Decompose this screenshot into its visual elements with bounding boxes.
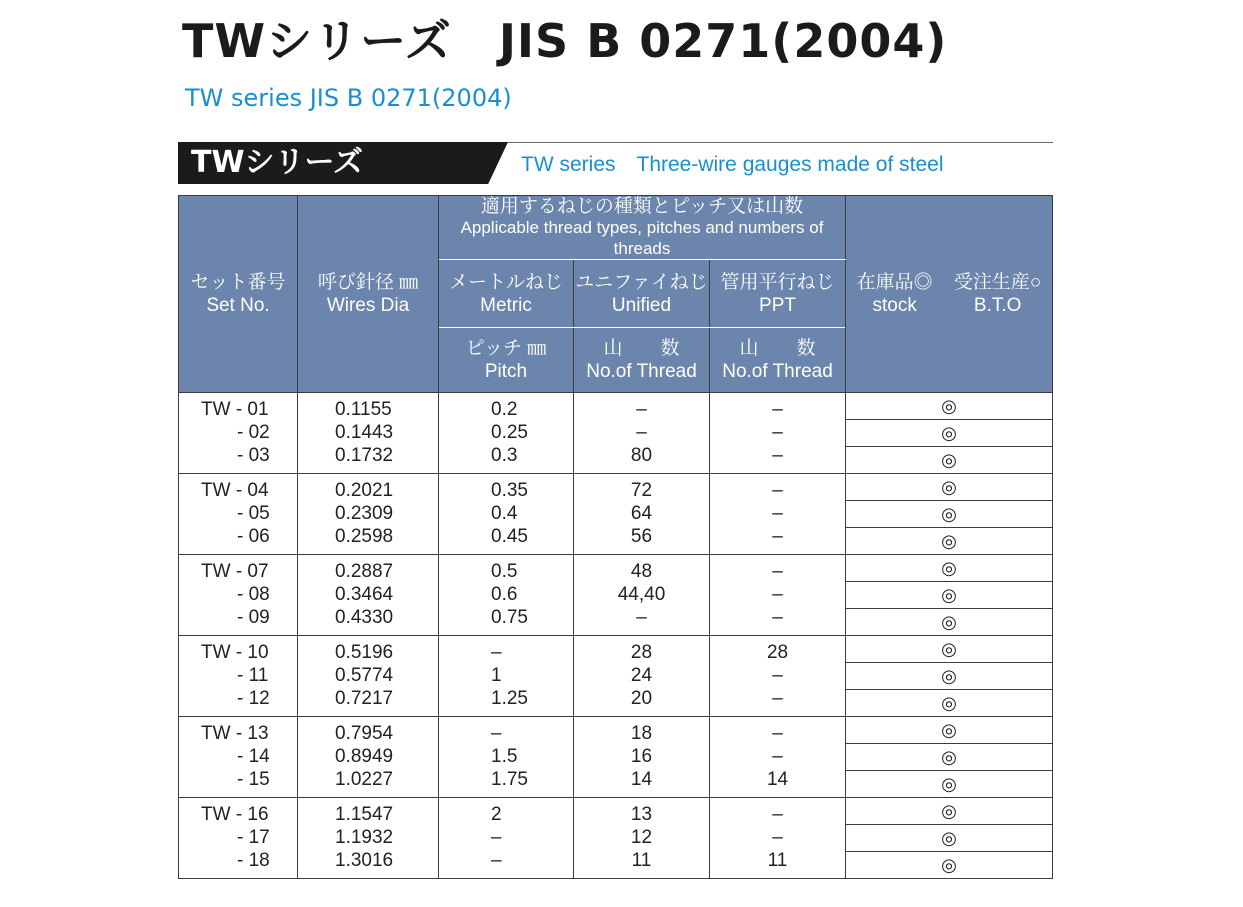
wire-dia-value: 1.1932 xyxy=(335,827,394,848)
unified-threads-value: 13 xyxy=(630,804,653,825)
metric-pitch-value: 0.35 xyxy=(491,480,528,501)
stock-mark: ◎ xyxy=(941,693,957,713)
ppt-threads-cell xyxy=(710,393,846,474)
ppt-threads-cell xyxy=(710,474,846,555)
set-no-cell xyxy=(179,474,298,555)
unified-threads-value: 18 xyxy=(630,723,653,744)
table-row-group xyxy=(179,474,1053,555)
unified-threads-value: – xyxy=(636,399,647,420)
set-no-value: TW - 07 xyxy=(201,561,269,582)
ppt-threads-cell xyxy=(710,717,846,798)
metric-pitch-value: 1.75 xyxy=(491,769,528,790)
wire-dia-cell xyxy=(298,798,439,879)
stock-mark: ◎ xyxy=(846,501,1052,528)
header-set-no: セット番号 Set No. xyxy=(179,196,298,393)
stock-mark: ◎ xyxy=(846,393,1052,420)
set-no-cell xyxy=(179,393,298,474)
set-no-cell xyxy=(179,717,298,798)
wire-dia-value: 0.1155 xyxy=(335,399,392,420)
ppt-threads-value: – xyxy=(772,399,783,420)
metric-pitch-value: 1.5 xyxy=(491,746,518,767)
wire-dia-value: 1.1547 xyxy=(335,804,394,825)
header-wires-dia: 呼び針径 ㎜ Wires Dia xyxy=(298,196,439,393)
wire-dia-value: 0.7954 xyxy=(335,723,394,744)
ppt-threads-value: – xyxy=(772,665,783,686)
ppt-threads-value: – xyxy=(772,445,783,466)
stock-mark: ◎ xyxy=(941,774,957,794)
page-subtitle: TW series JIS B 0271(2004) xyxy=(185,84,512,112)
section-caption: TW series Three-wire gauges made of steel xyxy=(521,153,944,176)
metric-pitch-value: 0.5 xyxy=(491,561,518,582)
stock-cell xyxy=(846,474,1053,555)
wire-dia-value: 0.4330 xyxy=(335,607,394,628)
header-stock-en: stock xyxy=(872,295,917,316)
ppt-threads-value: – xyxy=(772,561,783,582)
unified-threads-cell xyxy=(574,393,710,474)
wire-dia-value: 0.5774 xyxy=(335,665,394,686)
set-no-value: - 05 xyxy=(237,503,270,524)
unified-threads-value: 24 xyxy=(630,665,653,686)
stock-mark: ◎ xyxy=(846,582,1052,609)
stock-mark: ◎ xyxy=(846,744,1052,771)
ppt-threads-value: – xyxy=(772,688,783,709)
ppt-threads-value: – xyxy=(772,584,783,605)
header-bto-en: B.T.O xyxy=(973,295,1022,316)
stock-cell xyxy=(846,717,1053,798)
wire-dia-value: 1.3016 xyxy=(335,850,394,871)
table-row-group xyxy=(179,717,1053,798)
page-title: TWシリーズ JIS B 0271(2004) xyxy=(182,14,948,68)
stock-mark: ◎ xyxy=(941,855,957,875)
stock-mark: ◎ xyxy=(846,798,1052,825)
unified-threads-cell xyxy=(574,474,710,555)
metric-pitch-value: – xyxy=(491,642,502,663)
set-no-value: - 03 xyxy=(237,445,270,466)
table-row-group xyxy=(179,393,1053,474)
set-no-value: - 02 xyxy=(237,422,270,443)
metric-pitch-value: 1.25 xyxy=(491,688,528,709)
stock-mark: ◎ xyxy=(846,663,1052,690)
ppt-threads-value: 28 xyxy=(766,642,789,663)
ppt-threads-value: – xyxy=(772,607,783,628)
header-thread-ppt: 山 数 No.of Thread xyxy=(710,328,846,393)
stock-mark: ◎ xyxy=(846,420,1052,447)
header-metric: メートルねじ Metric xyxy=(439,260,574,328)
metric-pitch-value: 0.6 xyxy=(491,584,518,605)
ppt-threads-cell xyxy=(710,555,846,636)
wire-dia-cell xyxy=(298,555,439,636)
stock-mark: ◎ xyxy=(846,825,1052,852)
metric-pitch-value: 1 xyxy=(491,665,502,686)
ppt-threads-value: – xyxy=(772,480,783,501)
header-stock-jp: 在庫品◎ xyxy=(856,272,933,293)
wire-dia-cell xyxy=(298,636,439,717)
unified-threads-value: 11 xyxy=(631,850,652,871)
header-unified: ユニファイねじ Unified xyxy=(574,260,710,328)
header-pitch: ピッチ ㎜ Pitch xyxy=(439,328,574,393)
unified-threads-value: 28 xyxy=(630,642,653,663)
set-no-value: - 17 xyxy=(237,827,270,848)
set-no-value: - 14 xyxy=(237,746,270,767)
set-no-value: TW - 10 xyxy=(201,642,269,663)
set-no-cell xyxy=(179,798,298,879)
ppt-threads-cell xyxy=(710,636,846,717)
set-no-cell xyxy=(179,555,298,636)
wire-dia-value: 0.7217 xyxy=(335,688,394,709)
set-no-value: TW - 16 xyxy=(201,804,269,825)
set-no-value: - 15 xyxy=(237,769,270,790)
wire-dia-value: 0.1732 xyxy=(335,445,394,466)
stock-cell xyxy=(846,798,1053,879)
wire-dia-value: 0.5196 xyxy=(335,642,394,663)
set-no-value: - 09 xyxy=(237,607,270,628)
metric-pitch-cell xyxy=(439,636,574,717)
stock-mark: ◎ xyxy=(941,450,957,470)
unified-threads-value: 48 xyxy=(630,561,653,582)
stock-mark: ◎ xyxy=(941,531,957,551)
wire-dia-value: 0.8949 xyxy=(335,746,394,767)
ppt-threads-value: – xyxy=(772,827,783,848)
stock-cell xyxy=(846,393,1053,474)
stock-cell xyxy=(846,555,1053,636)
wire-dia-value: 0.1443 xyxy=(335,422,394,443)
set-no-value: - 11 xyxy=(237,665,269,686)
metric-pitch-value: 0.45 xyxy=(491,526,528,547)
header-ppt: 管用平行ねじ PPT xyxy=(710,260,846,328)
unified-threads-cell xyxy=(574,717,710,798)
section-title: TWシリーズ xyxy=(191,145,364,180)
set-no-value: TW - 01 xyxy=(201,399,269,420)
set-no-value: - 12 xyxy=(237,688,270,709)
metric-pitch-cell xyxy=(439,555,574,636)
unified-threads-cell xyxy=(574,555,710,636)
metric-pitch-cell xyxy=(439,474,574,555)
set-no-value: - 08 xyxy=(237,584,270,605)
header-stock xyxy=(846,196,1053,393)
ppt-threads-value: – xyxy=(772,746,783,767)
ppt-threads-value: – xyxy=(772,804,783,825)
metric-pitch-value: 0.4 xyxy=(491,503,518,524)
stock-mark: ◎ xyxy=(846,555,1052,582)
wire-dia-value: 0.2887 xyxy=(335,561,394,582)
set-no-value: TW - 13 xyxy=(201,723,269,744)
metric-pitch-value: 0.75 xyxy=(491,607,528,628)
wire-dia-cell xyxy=(298,717,439,798)
ppt-threads-value: 14 xyxy=(766,769,789,790)
ppt-threads-cell xyxy=(710,798,846,879)
stock-mark: ◎ xyxy=(941,612,957,632)
header-applicable: 適用するねじの種類とピッチ又は山数 Applicable thread types, pitches and numbers of threads xyxy=(439,196,846,260)
ppt-threads-value: – xyxy=(772,422,783,443)
stock-cell xyxy=(846,636,1053,717)
unified-threads-cell xyxy=(574,636,710,717)
unified-threads-value: – xyxy=(636,422,647,443)
wire-dia-value: 1.0227 xyxy=(335,769,394,790)
ppt-threads-value: – xyxy=(772,503,783,524)
table-row-group xyxy=(179,555,1053,636)
metric-pitch-value: 0.2 xyxy=(491,399,518,420)
table-row-group xyxy=(179,798,1053,879)
set-no-cell xyxy=(179,636,298,717)
spec-table xyxy=(178,195,1053,879)
unified-threads-value: 56 xyxy=(630,526,653,547)
stock-mark: ◎ xyxy=(846,474,1052,501)
metric-pitch-value: – xyxy=(491,723,502,744)
stock-mark: ◎ xyxy=(846,717,1052,744)
ppt-threads-value: 11 xyxy=(767,850,788,871)
header-thread-unified: 山 数 No.of Thread xyxy=(574,328,710,393)
header-bto-jp: 受注生産○ xyxy=(953,272,1042,293)
unified-threads-value: 14 xyxy=(630,769,653,790)
unified-threads-value: 80 xyxy=(630,445,653,466)
unified-threads-value: 16 xyxy=(630,746,653,767)
unified-threads-value: 20 xyxy=(630,688,653,709)
unified-threads-value: 12 xyxy=(630,827,653,848)
unified-threads-value: 72 xyxy=(630,480,653,501)
metric-pitch-value: 2 xyxy=(491,804,502,825)
stock-mark: ◎ xyxy=(846,636,1052,663)
wire-dia-value: 0.2598 xyxy=(335,526,394,547)
unified-threads-value: 64 xyxy=(630,503,653,524)
ppt-threads-value: – xyxy=(772,723,783,744)
wire-dia-cell xyxy=(298,474,439,555)
table-row-group xyxy=(179,636,1053,717)
metric-pitch-cell xyxy=(439,717,574,798)
set-no-value: - 18 xyxy=(237,850,270,871)
wire-dia-cell xyxy=(298,393,439,474)
wire-dia-value: 0.2021 xyxy=(335,480,394,501)
metric-pitch-cell xyxy=(439,393,574,474)
unified-threads-value: – xyxy=(636,607,647,628)
unified-threads-cell xyxy=(574,798,710,879)
metric-pitch-value: 0.25 xyxy=(491,422,528,443)
set-no-value: TW - 04 xyxy=(201,480,269,501)
wire-dia-value: 0.3464 xyxy=(335,584,394,605)
metric-pitch-value: – xyxy=(491,827,502,848)
metric-pitch-cell xyxy=(439,798,574,879)
metric-pitch-value: 0.3 xyxy=(491,445,518,466)
unified-threads-value: 44,40 xyxy=(617,584,666,605)
wire-dia-value: 0.2309 xyxy=(335,503,394,524)
metric-pitch-value: – xyxy=(491,850,502,871)
set-no-value: - 06 xyxy=(237,526,270,547)
ppt-threads-value: – xyxy=(772,526,783,547)
